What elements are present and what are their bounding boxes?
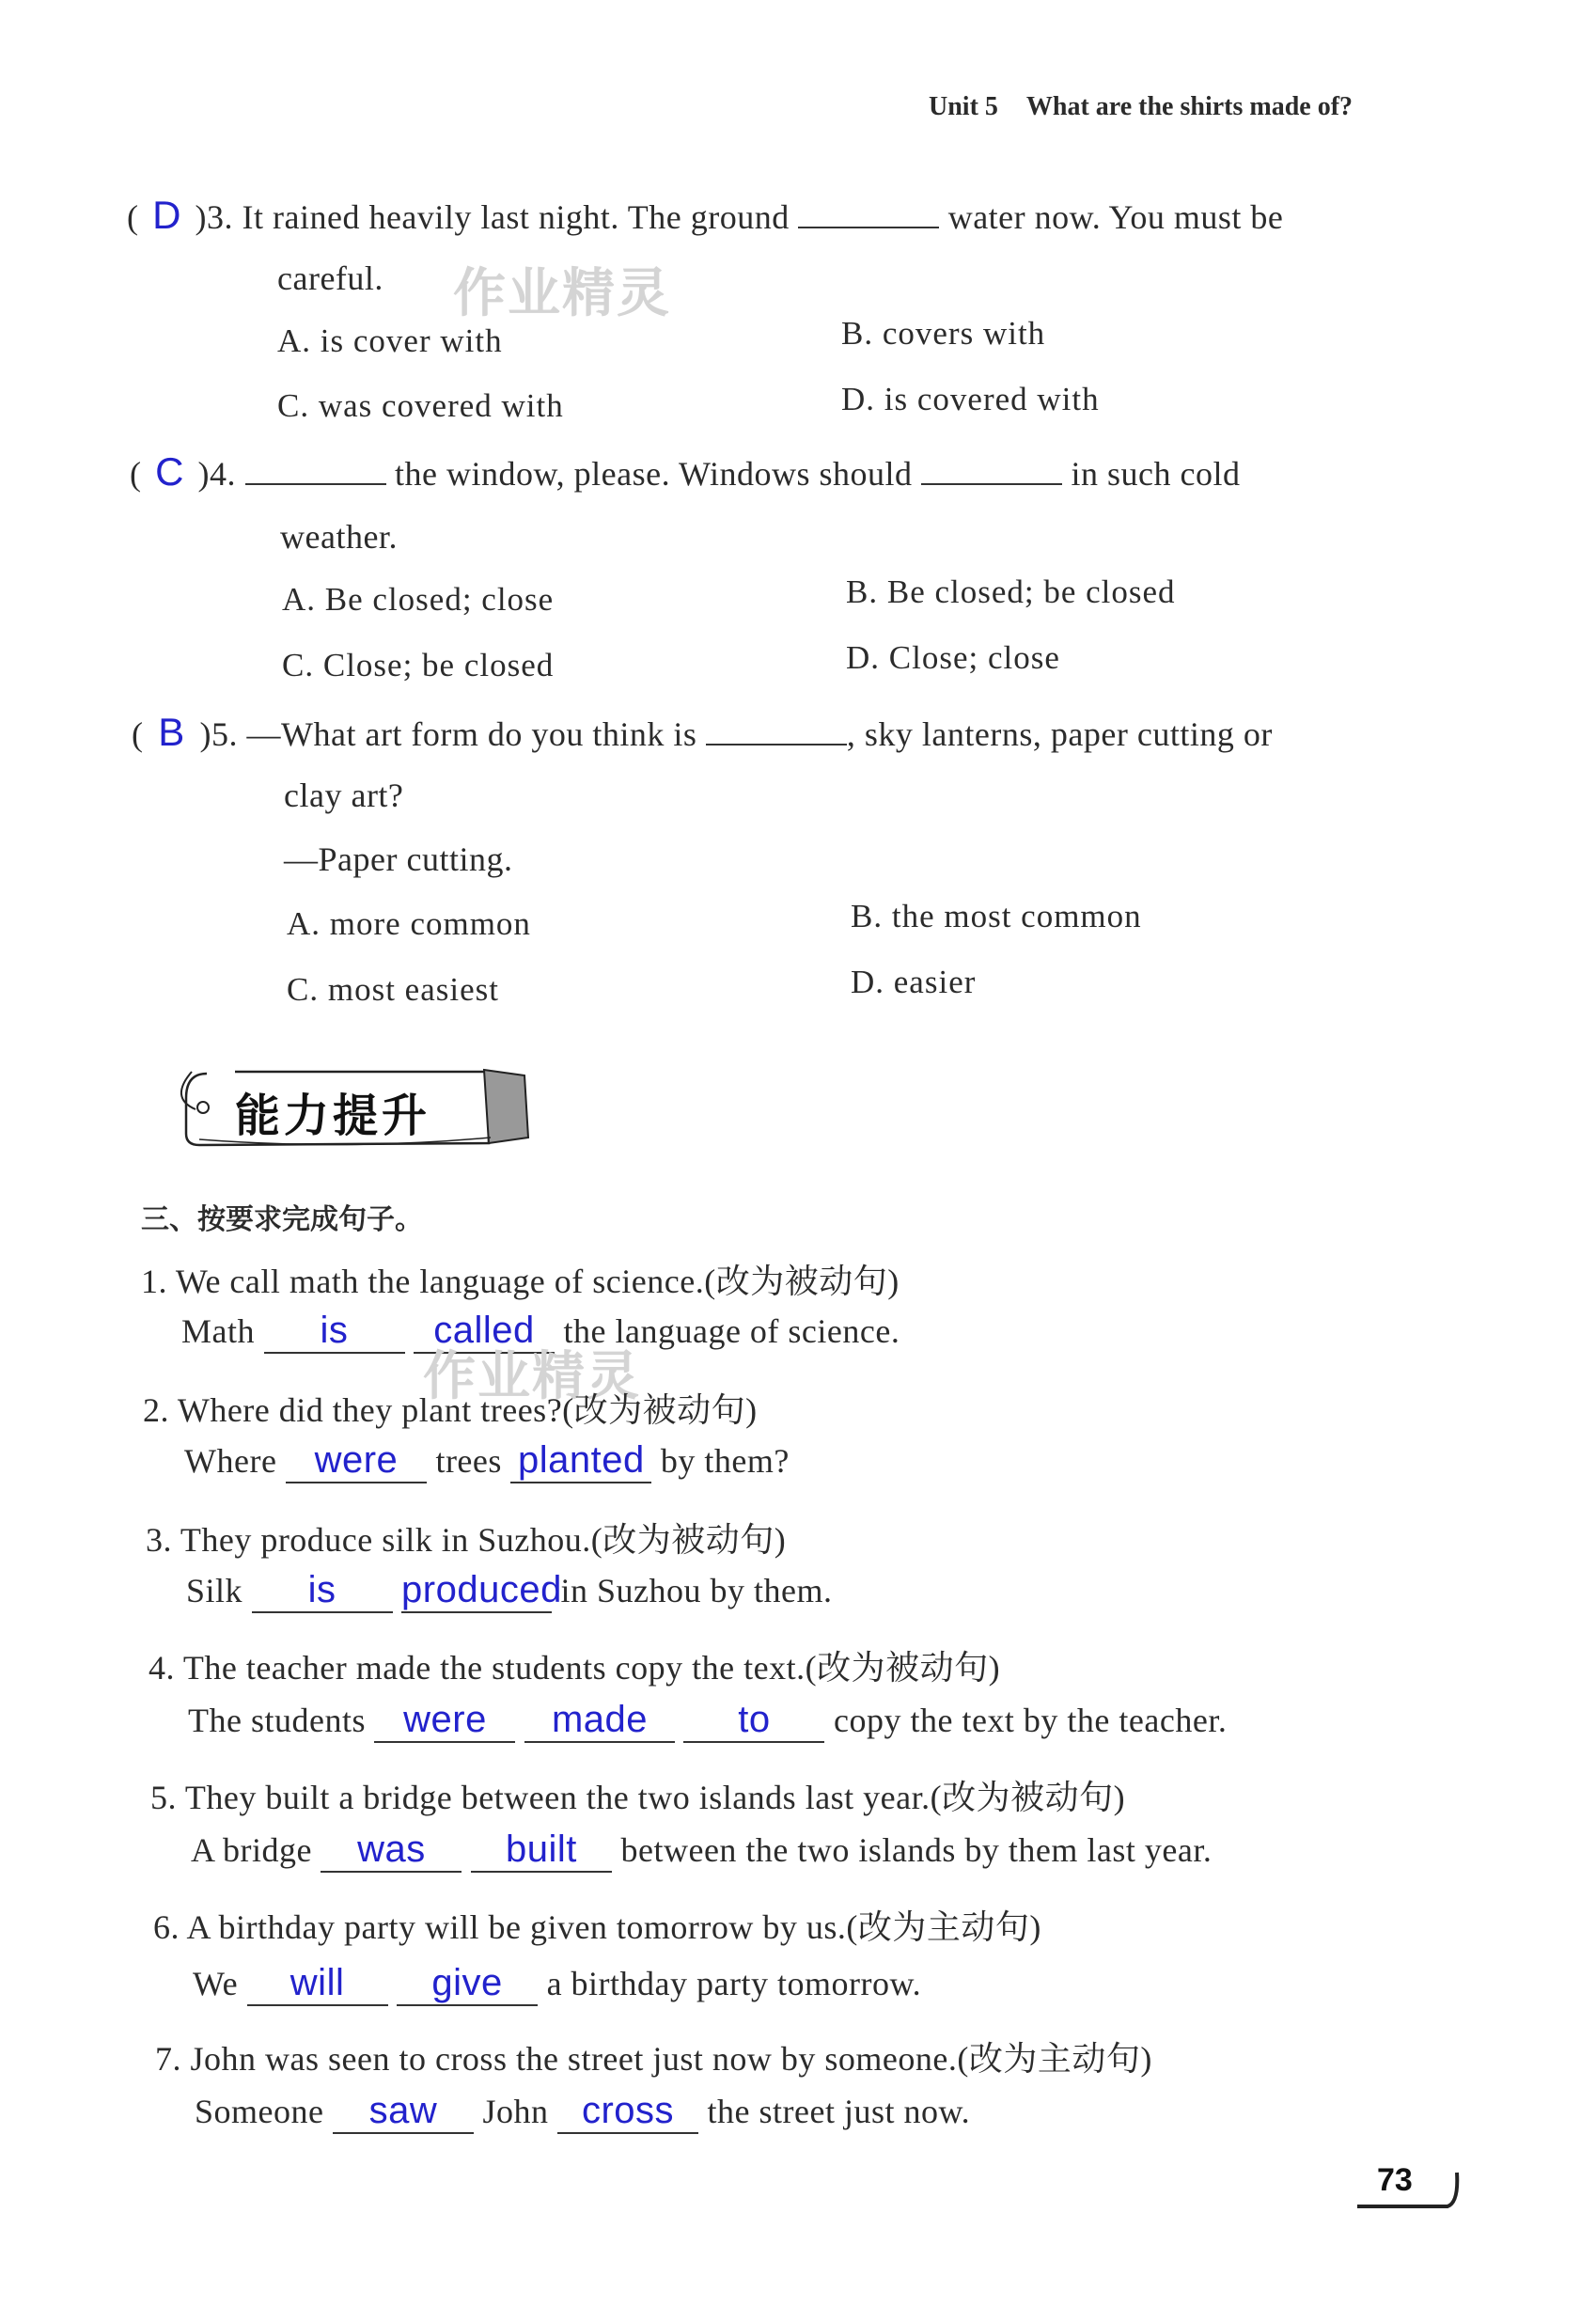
option-d: D. Close; close xyxy=(846,639,1060,676)
option-a: A. more common xyxy=(287,905,531,942)
answer-letter: B xyxy=(158,710,185,754)
answer-blank xyxy=(921,455,1062,485)
exercise-prompt: 1. We call math the language of science.(改为被动句) xyxy=(141,1263,900,1300)
filled-answer: is xyxy=(252,1568,393,1613)
question-text: careful. xyxy=(277,259,383,297)
page-number-underline xyxy=(1353,2167,1466,2214)
answer-letter: D xyxy=(152,193,181,237)
filled-answer: built xyxy=(471,1828,612,1873)
exercise-answer-line: Math is called the language of science. xyxy=(181,1309,900,1354)
option-c: C. most easiest xyxy=(287,971,499,1008)
filled-answer: planted xyxy=(510,1438,651,1483)
option-a: A. Be closed; close xyxy=(282,581,555,618)
exercise-answer-line: Someone saw John cross the street just now. xyxy=(195,2089,970,2134)
filled-answer: will xyxy=(247,1961,388,2006)
filled-answer: saw xyxy=(333,2089,474,2134)
watermark: 作业精灵 xyxy=(453,263,671,324)
exercise-prompt: 4. The teacher made the students copy the text.(改为被动句) xyxy=(149,1649,1001,1687)
option-a: A. is cover with xyxy=(277,322,503,359)
filled-answer: called xyxy=(414,1309,555,1354)
filled-answer: produced xyxy=(401,1568,552,1613)
exercise-prompt: 2. Where did they plant trees?(改为被动句) xyxy=(143,1391,758,1429)
filled-answer: is xyxy=(264,1309,405,1354)
page-number: 73 xyxy=(1377,2162,1413,2198)
option-b: B. covers with xyxy=(841,315,1046,352)
exercise-prompt: 6. A birthday party will be given tomorrow by us.(改为主动句) xyxy=(153,1908,1041,1946)
answer-blank xyxy=(245,455,386,485)
section-tag-label: 能力提升 xyxy=(235,1090,431,1142)
filled-answer: were xyxy=(374,1698,515,1743)
option-b: B. the most common xyxy=(851,898,1142,934)
answer-blank xyxy=(706,715,847,745)
exercise-answer-line: Silk is produced in Suzhou by them. xyxy=(186,1568,833,1613)
question-text: clay art? xyxy=(284,777,404,814)
question-reply: —Paper cutting. xyxy=(284,840,513,878)
filled-answer: give xyxy=(397,1961,538,2006)
exercise-answer-line: We will give a birthday party tomorrow. xyxy=(193,1961,921,2006)
exercise-answer-line: A bridge was built between the two islands by them last year. xyxy=(191,1828,1212,1873)
filled-answer: were xyxy=(286,1438,427,1483)
unit-title: What are the shirts made of? xyxy=(1025,92,1353,121)
answer-blank xyxy=(798,198,939,228)
option-c: C. was covered with xyxy=(277,387,564,424)
filled-answer: was xyxy=(321,1828,462,1873)
filled-answer: made xyxy=(524,1698,675,1743)
exercise-answer-line: The students were made to copy the text by the teacher. xyxy=(188,1698,1227,1743)
exercise-prompt: 5. They built a bridge between the two islands last year.(改为被动句) xyxy=(150,1779,1126,1816)
question-text: weather. xyxy=(280,518,398,556)
filled-answer: cross xyxy=(557,2089,698,2134)
option-c: C. Close; be closed xyxy=(282,647,555,683)
mc-question-5: ( B )5. —What art form do you think is , sky lanterns, paper cutting or xyxy=(132,710,1273,754)
unit-label: Unit 5 xyxy=(929,92,998,121)
page-header xyxy=(929,92,1353,122)
exercise-prompt: 7. John was seen to cross the street just now by someone.(改为主动句) xyxy=(155,2040,1152,2078)
section-title: 三、按要求完成句子。 xyxy=(141,1203,423,1236)
exercise-answer-line: Where were trees planted by them? xyxy=(184,1438,790,1483)
option-d: D. easier xyxy=(851,964,977,1000)
option-d: D. is covered with xyxy=(841,381,1100,417)
mc-question-4: ( C )4. the window, please. Windows should in such cold xyxy=(130,449,1241,494)
mc-question-3: ( D )3. It rained heavily last night. The ground water now. You must be xyxy=(127,193,1284,237)
answer-letter: C xyxy=(155,449,184,494)
watermark: 作业精灵 xyxy=(423,1346,641,1407)
filled-answer: to xyxy=(683,1698,824,1743)
option-b: B. Be closed; be closed xyxy=(846,573,1176,610)
exercise-prompt: 3. They produce silk in Suzhou.(改为被动句) xyxy=(146,1521,787,1559)
